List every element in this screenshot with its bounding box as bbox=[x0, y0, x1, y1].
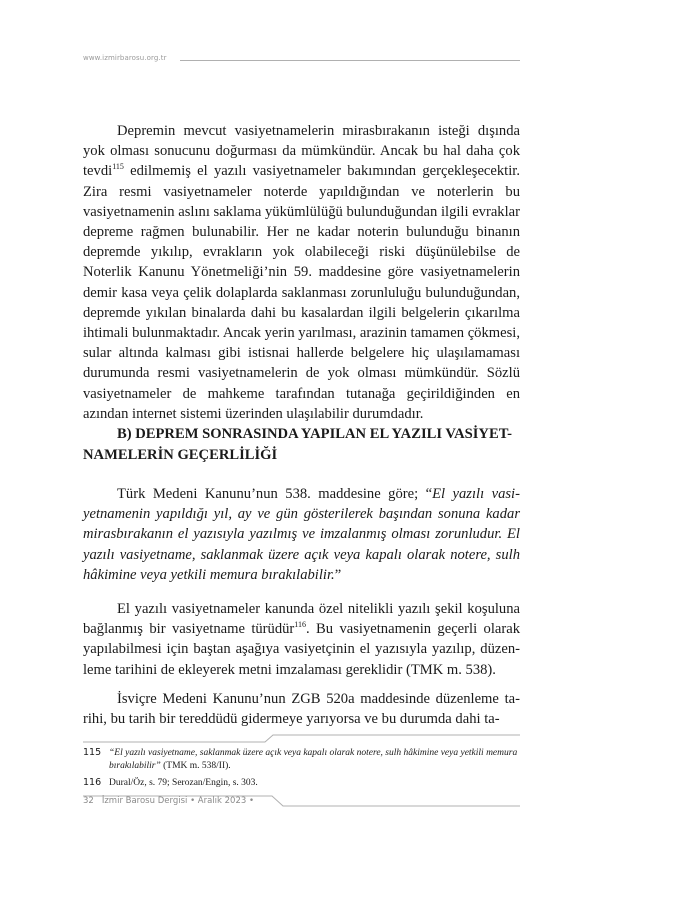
footnote-116: 116 Dural/Öz, s. 79; Serozan/Engin, s. 303. bbox=[83, 777, 258, 788]
paragraph-4: İsviçre Medeni Kanunu’nun ZGB 520a maddesinde düzenleme tarihi, bu tarih bir tereddüdü gidermeye yarıyorsa ve bu durumda dahi ta- bbox=[83, 691, 520, 728]
header-url: www.izmirbarosu.org.tr bbox=[83, 54, 167, 62]
section-heading: B) DEPREM SONRASINDA YAPILAN EL YAZILI VASİYET-NAMELERİN GEÇERLİLİĞİ bbox=[83, 426, 512, 463]
page-number: 32 bbox=[83, 796, 94, 806]
paragraph-3: El yazılı vasiyetnameler kanunda özel nitelikli yazılı şekil koşuluna bağlanmış bir vasiyetname türüdür$^{116}$. Bu vasiyetnamenin geçerli olarak yapılabilmesi için baştan aşağıya vasiyetçinin el yazısıyla yazılıp, düzenleme tarihini de ekleyerek metni imzalaması gereklidir (TMK m. 538). bbox=[83, 601, 520, 678]
footnote-ref-116[interactable]: 116 bbox=[294, 620, 306, 630]
footnote-115: 115 “El yazılı vasiyetname, saklanmak üzere açık veya kapalı olarak notere, sulh hâkimine veya yetkili memura bırakılabilir” (TMK m. 538/II). bbox=[83, 747, 518, 771]
paragraph-1: Depremin mevcut vasiyetnamelerin mirasbırakanın isteği dışında yok olması sonucunu doğurması da mümkündür. Ancak bu hal daha çok tevdi$^{115}$ edilmemiş el yazılı vasiyetnameler bakımından gerçekleşecektir. Zira resmi vasiyetnameler noterde yapıldığından ve noterlerin bu vasiyetnamenin aslını saklama yükümlülüğü bulunduğundan ilgili evraklar depreme rağmen bulunabilir. Her ne kadar noterin bulunduğu binanın depremde yıkılıp, evrakların yok olabileceği riski düşünülebilse de Noterlik Kanunu Yönetmeliği’nin 59. maddesine göre vasiyetnamelerin demir kasa veya çelik dolaplarda saklanması zorunluluğu bulunduğundan, depremde yıkılan binalarda dahi bu kasalardan ilgili belgelerin çıkarılma ihtimali bulunmaktadır. Ancak yerin yarılması, arazinin tamamen çökmesi, sular altında kalması gibi istisnai hallerde belgelere hiç ulaşılamaması durumunda resmi vasiyetnamelerin de yok olması mümkündür. Sözlü vasiyetnameler de mahkeme tarafından tutanağa geçirildiğinden en azından internet sistemi üzerinden ulaşılabilir durumdadır. bbox=[83, 123, 520, 422]
journal-name: İzmir Barosu Dergisi • Aralık 2023 • bbox=[101, 796, 254, 806]
legal-quote: El yazılı vasiyetnamenin yapıldığı yıl, ay ve gün gösterilerek başından sonuna kadar mirasbırakanın el yazısıyla yazılmış ve imzalanmış olması zorunludur. El yazılı vasiyetname, saklanmak üzere açık veya kapalı olarak notere, sulh hâkimine veya yetkili memura bırakılabilir. bbox=[83, 486, 520, 583]
paragraph-2: Türk Medeni Kanunu’nun 538. maddesine göre; “El yazılı vasiyetnamenin yapıldığı yıl, ay ve gün gösterilerek başından sonuna kadar mirasbırakanın el yazısıyla yazılmış ve imzalanmış olması zorunludur. El yazılı vasiyetname, saklanmak üzere açık veya kapalı olarak notere, sulh hâkimine veya yetkili memura bırakılabilir.” bbox=[83, 486, 520, 583]
footnotes bbox=[83, 747, 523, 794]
header-rule bbox=[180, 60, 520, 61]
footnote-ref-115[interactable]: 115 bbox=[112, 162, 124, 172]
page-footer bbox=[83, 796, 254, 806]
